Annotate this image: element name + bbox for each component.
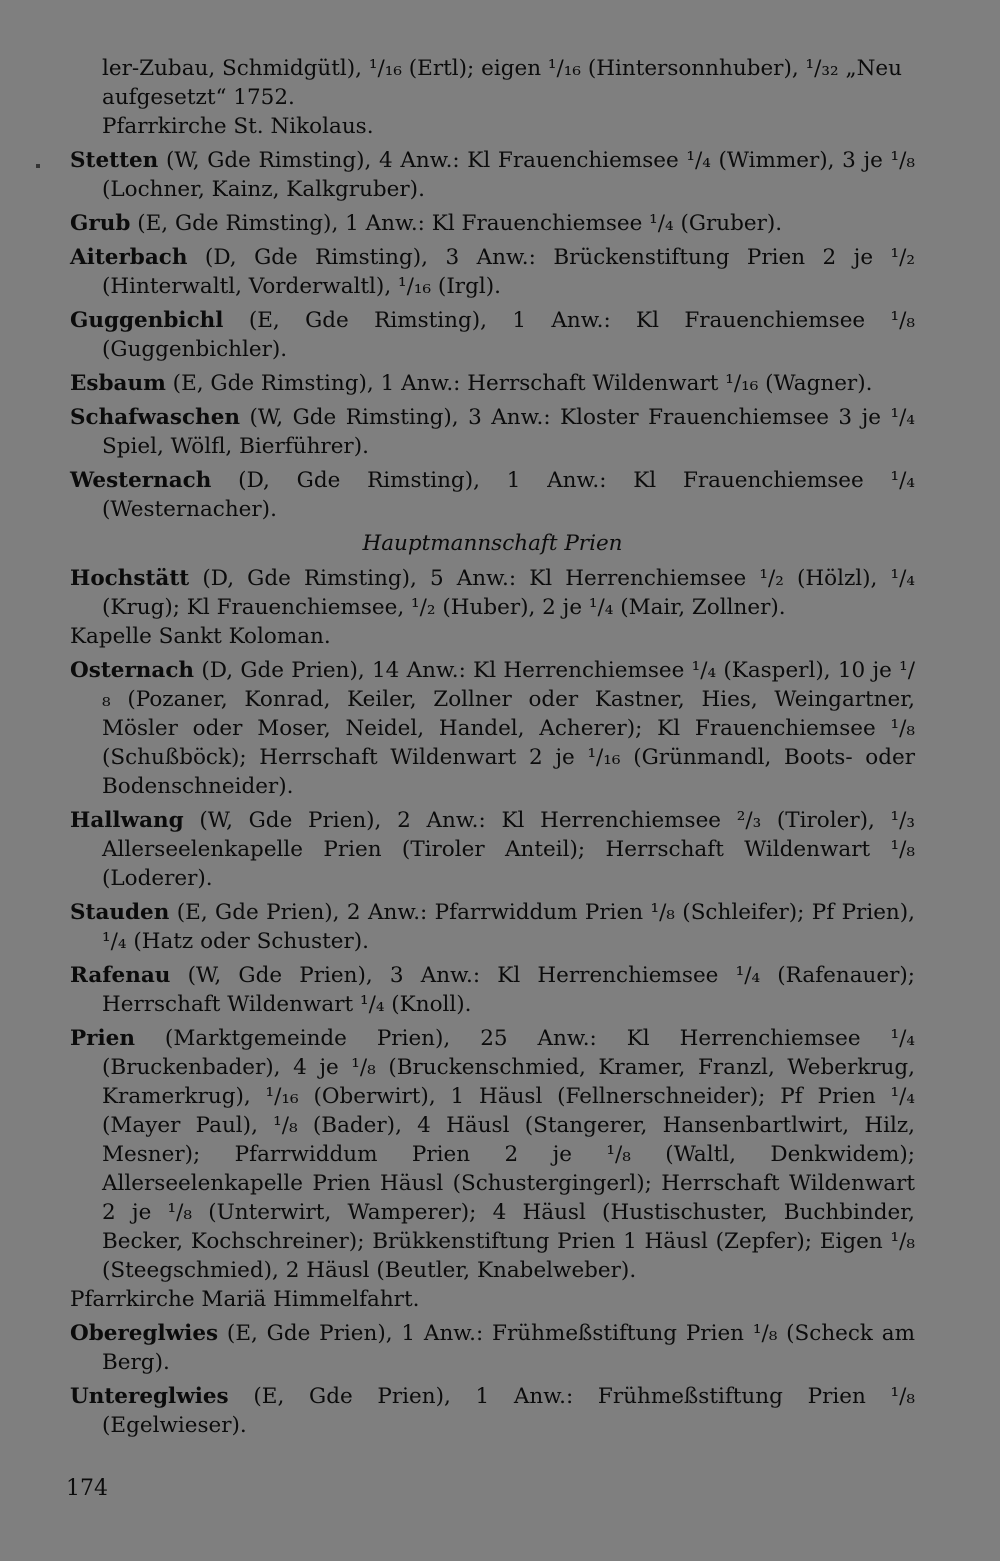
place-name: Aiterbach bbox=[70, 245, 188, 270]
place-entry bbox=[70, 1319, 915, 1377]
text-block bbox=[70, 54, 915, 1445]
place-entry bbox=[70, 209, 915, 238]
place-name: Westernach bbox=[70, 468, 212, 493]
place-entry bbox=[70, 656, 915, 801]
place-name: Untereglwies bbox=[70, 1384, 229, 1409]
place-details: (E, Gde Rimsting), 1 Anw.: Herrschaft Wildenwart ¹/₁₆ (Wagner). bbox=[165, 371, 873, 396]
place-name: Hallwang bbox=[70, 808, 184, 833]
place-entry bbox=[70, 1024, 915, 1314]
place-entry bbox=[70, 243, 915, 301]
place-name: Stauden bbox=[70, 900, 170, 925]
place-details: (W, Gde Prien), 3 Anw.: Kl Herrenchiemsee ¹/₄ (Rafenauer); Herrschaft Wildenwart ¹/₄ (Knoll). bbox=[102, 963, 915, 1017]
place-details: (D, Gde Rimsting), 5 Anw.: Kl Herrenchiemsee ¹/₂ (Hölzl), ¹/₄ (Krug); Kl Frauenchiemsee, ¹/₂ (Huber), 2 je ¹/₄ (Mair, Zollner). bbox=[102, 566, 915, 620]
place-name: Osternach bbox=[70, 658, 195, 683]
place-details: (D, Gde Prien), 14 Anw.: Kl Herrenchiemsee ¹/₄ (Kasperl), 10 je ¹/₈ (Pozaner, Konrad, Keiler, Zollner oder Kastner, Hies, Weingartner, Mösler oder Moser, Neidel, Handel, Acherer); Kl Frauenchiemsee ¹/₈ (Schußböck); Herrschaft Wildenwart 2 je ¹/₁₆ (Grünmandl, Boots- oder Bodenschneider). bbox=[102, 658, 915, 799]
place-entry bbox=[70, 898, 915, 956]
place-details: (W, Gde Rimsting), 4 Anw.: Kl Frauenchiemsee ¹/₄ (Wimmer), 3 je ¹/₈ (Lochner, Kainz, Kalkgruber). bbox=[102, 148, 915, 202]
place-entry bbox=[70, 146, 915, 204]
place-name: Prien bbox=[70, 1026, 135, 1051]
place-name: Obereglwies bbox=[70, 1321, 219, 1346]
page-number: 174 bbox=[66, 1476, 108, 1501]
entries-before bbox=[70, 146, 915, 524]
place-entry bbox=[70, 369, 915, 398]
place-name: Schafwaschen bbox=[70, 405, 241, 430]
place-entry bbox=[70, 403, 915, 461]
place-details: (E, Gde Rimsting), 1 Anw.: Kl Frauenchiemsee ¹/₄ (Gruber). bbox=[130, 211, 783, 236]
place-name: Grub bbox=[70, 211, 131, 236]
place-details: (Marktgemeinde Prien), 25 Anw.: Kl Herrenchiemsee ¹/₄ (Bruckenbader), 4 je ¹/₈ (Bruckenschmied, Kramer, Franzl, Weberkrug, Kramerkrug), ¹/₁₆ (Oberwirt), 1 Häusl (Fellnerschneider); Pf Prien ¹/₄ (Mayer Paul), ¹/₈ (Bader), 4 Häusl (Stangerer, Hansenbartlwirt, Hilz, Mesner); Pfarrwiddum Prien 2 je ¹/₈ (Waltl, Denkwidem); Allerseelenkapelle Prien Häusl (Schustergingerl); Herrschaft Wildenwart 2 je ¹/₈ (Unterwirt, Wamperer); 4 Häusl (Hustischuster, Buchbinder, Becker, Kochschreiner); Brükkenstiftung Prien 1 Häusl (Zepfer); Eigen ¹/₈ (Steegschmied), 2 Häusl (Beutler, Knabelweber). bbox=[102, 1026, 915, 1283]
place-name: Hochstätt bbox=[70, 566, 190, 591]
entries-after bbox=[70, 564, 915, 1440]
place-name: Stetten bbox=[70, 148, 159, 173]
continuation-text: ler-Zubau, Schmidgütl), ¹/₁₆ (Ertl); eigen ¹/₁₆ (Hintersonnhuber), ¹/₃₂ „Neu aufgesetzt“ 1752. bbox=[102, 56, 902, 110]
place-note: Pfarrkirche Mariä Himmelfahrt. bbox=[70, 1287, 420, 1312]
place-name: Rafenau bbox=[70, 963, 171, 988]
place-note: Kapelle Sankt Koloman. bbox=[70, 624, 331, 649]
place-entry bbox=[70, 1382, 915, 1440]
place-entry bbox=[70, 961, 915, 1019]
margin-mark bbox=[36, 164, 40, 168]
place-details: (D, Gde Rimsting), 3 Anw.: Brückenstiftung Prien 2 je ¹/₂ (Hinterwaltl, Vorderwaltl), ¹/₁₆ (Irgl). bbox=[102, 245, 915, 299]
place-entry bbox=[70, 306, 915, 364]
section-heading: Hauptmannschaft Prien bbox=[362, 531, 623, 556]
place-name: Esbaum bbox=[70, 371, 166, 396]
place-entry bbox=[70, 564, 915, 651]
place-entry bbox=[70, 466, 915, 524]
place-details: (E, Gde Prien), 1 Anw.: Frühmeßstiftung Prien ¹/₈ (Egelwieser). bbox=[102, 1384, 915, 1438]
continuation-note: Pfarrkirche St. Nikolaus. bbox=[102, 114, 374, 139]
place-details: (W, Gde Prien), 2 Anw.: Kl Herrenchiemsee ²/₃ (Tiroler), ¹/₃ Allerseelenkapelle Prien (Tiroler Anteil); Herrschaft Wildenwart ¹/₈ (Loderer). bbox=[102, 808, 915, 891]
place-entry bbox=[70, 806, 915, 893]
place-name: Guggenbichl bbox=[70, 308, 224, 333]
place-details: (E, Gde Prien), 2 Anw.: Pfarrwiddum Prien ¹/₈ (Schleifer); Pf Prien), ¹/₄ (Hatz oder Schuster). bbox=[102, 900, 915, 954]
place-details: (D, Gde Rimsting), 1 Anw.: Kl Frauenchiemsee ¹/₄ (Westernacher). bbox=[102, 468, 915, 522]
place-details: (E, Gde Rimsting), 1 Anw.: Kl Frauenchiemsee ¹/₈ (Guggenbichler). bbox=[102, 308, 915, 362]
place-details: (W, Gde Rimsting), 3 Anw.: Kloster Frauenchiemsee 3 je ¹/₄ Spiel, Wölfl, Bierführer). bbox=[102, 405, 915, 459]
place-details: (E, Gde Prien), 1 Anw.: Frühmeßstiftung Prien ¹/₈ (Scheck am Berg). bbox=[102, 1321, 915, 1375]
